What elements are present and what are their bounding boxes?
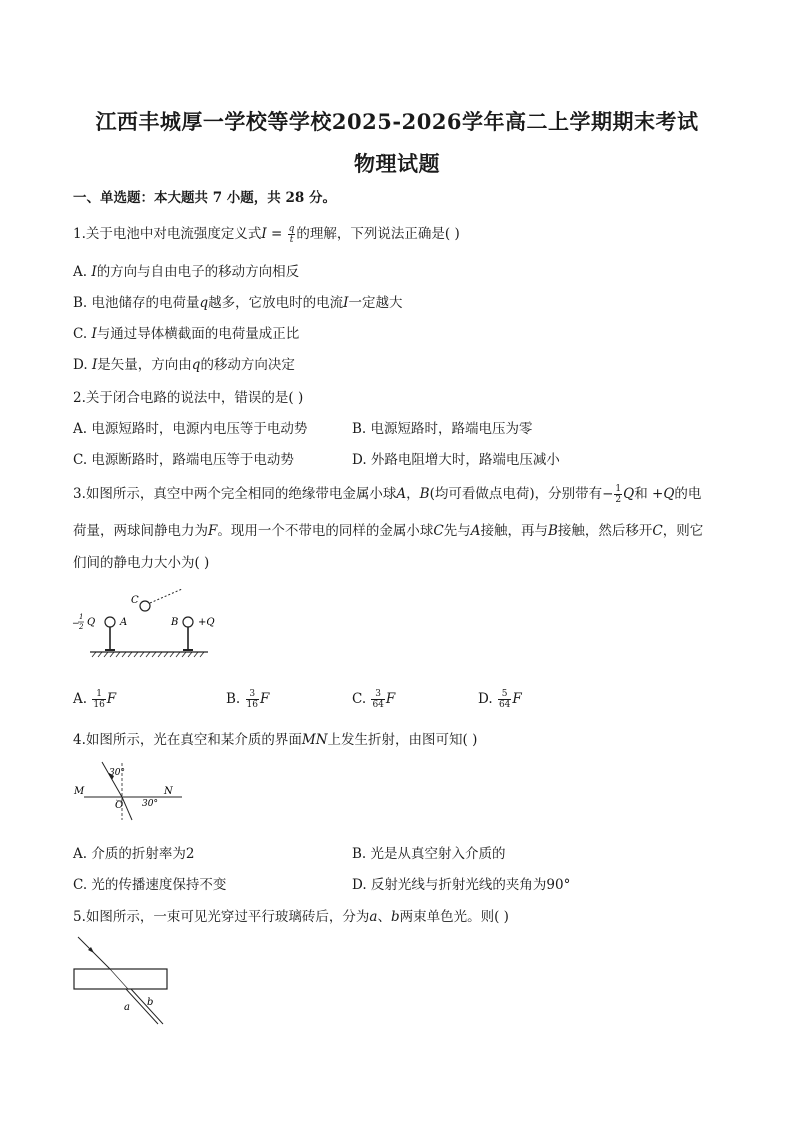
q2-option-d[interactable]: D. 外路电阻增大时，路端电压减小: [352, 452, 560, 468]
q3-stem-line2: 荷量，两球间静电力为F。现用一个不带电的同样的金属小球C先与A接触，再与B接触，然后移开C，则它: [73, 523, 704, 539]
glass-block: [74, 969, 167, 989]
q3-figure: [70, 585, 230, 665]
q4-stem: 4.如图所示，光在真空和某介质的界面MN上发生折射，由图可知( ): [73, 732, 478, 748]
q3-stem-line3: 们间的静电力大小为( ): [73, 555, 210, 571]
stand-a-base: [105, 649, 115, 651]
q1-option-a[interactable]: A. I的方向与自由电子的移动方向相反: [73, 264, 300, 280]
ball-b: [183, 617, 193, 627]
angle-bottom: 30°: [142, 799, 158, 809]
q1-stem: 1.关于电池中对电流强度定义式I = $\frac{q}{t}$ 的理解，下列说法正确是( ): [73, 224, 460, 245]
q4-figure: [70, 760, 190, 825]
q4-option-c[interactable]: C. 光的传播速度保持不变: [73, 877, 227, 893]
q5-figure: [70, 935, 180, 1030]
q3-option-b[interactable]: B. $\frac{3}{16}$ F: [226, 689, 270, 710]
q3-option-c[interactable]: C. $\frac{3}{64}$ F: [352, 689, 396, 710]
refracted-ray: [122, 797, 132, 820]
q5-stem: 5.如图所示，一束可见光穿过平行玻璃砖后，分为a、b两束单色光。则( ): [73, 909, 509, 925]
q4-option-a[interactable]: A. 介质的折射率为2: [73, 846, 195, 862]
q1-option-d[interactable]: D. I是矢量，方向由q的移动方向决定: [73, 357, 295, 373]
left-charge-den: 2: [79, 623, 84, 631]
label-m: M: [74, 786, 85, 797]
angle-top: 30°: [109, 768, 125, 778]
q4-option-d[interactable]: D. 反射光线与折射光线的夹角为90°: [352, 877, 571, 893]
section-heading: 一、单选题：本大题共 7 小题，共 28 分。: [73, 190, 336, 206]
q1-formula-fraction: $\frac{q}{t}$: [288, 224, 295, 245]
q3-half-fraction: $\frac{1}{2}$: [615, 484, 622, 505]
right-charge: +Q: [198, 617, 215, 628]
ball-a: [105, 617, 115, 627]
label-n: N: [164, 786, 173, 797]
label-b: B: [171, 617, 179, 628]
q1-option-c[interactable]: C. I与通过导体横截面的电荷量成正比: [73, 326, 300, 342]
label-a: A: [120, 617, 128, 628]
q4-option-b[interactable]: B. 光是从真空射入介质的: [352, 846, 506, 862]
ground-hatching: [92, 652, 204, 657]
q3-option-d[interactable]: D. $\frac{5}{64}$ F: [478, 689, 522, 710]
q2-option-a[interactable]: A. 电源短路时，电源内电压等于电动势: [73, 421, 308, 437]
label-b: b: [147, 997, 154, 1008]
page-title: 江西丰城厚一学校等学校2025-2026学年高二上学期期末考试: [95, 109, 699, 134]
stand-b-base: [183, 649, 193, 651]
ball-c-trail: [150, 589, 182, 603]
q3-option-a[interactable]: A. $\frac{1}{16}$ F: [73, 689, 117, 710]
q1-option-b[interactable]: B. 电池储存的电荷量q越多，它放电时的电流I一定越大: [73, 295, 403, 311]
page-subtitle: 物理试题: [354, 151, 440, 176]
left-charge-sign: −: [72, 619, 80, 629]
left-charge-num: 1: [79, 613, 84, 621]
q3-stem-line1: 3.如图所示，真空中两个完全相同的绝缘带电金属小球A，B(均可看做点电荷)，分别带有− $\frac{1}{2}$ Q和 +Q的电: [73, 484, 702, 505]
ball-c: [140, 601, 150, 611]
label-c: C: [131, 595, 139, 606]
left-charge-q: Q: [87, 617, 96, 628]
q2-option-b[interactable]: B. 电源短路时，路端电压为零: [352, 421, 533, 437]
label-o: O: [115, 800, 124, 811]
q2-stem: 2.关于闭合电路的说法中，错误的是( ): [73, 390, 304, 406]
q2-option-c[interactable]: C. 电源断路时，路端电压等于电动势: [73, 452, 294, 468]
label-a: a: [124, 1002, 130, 1013]
